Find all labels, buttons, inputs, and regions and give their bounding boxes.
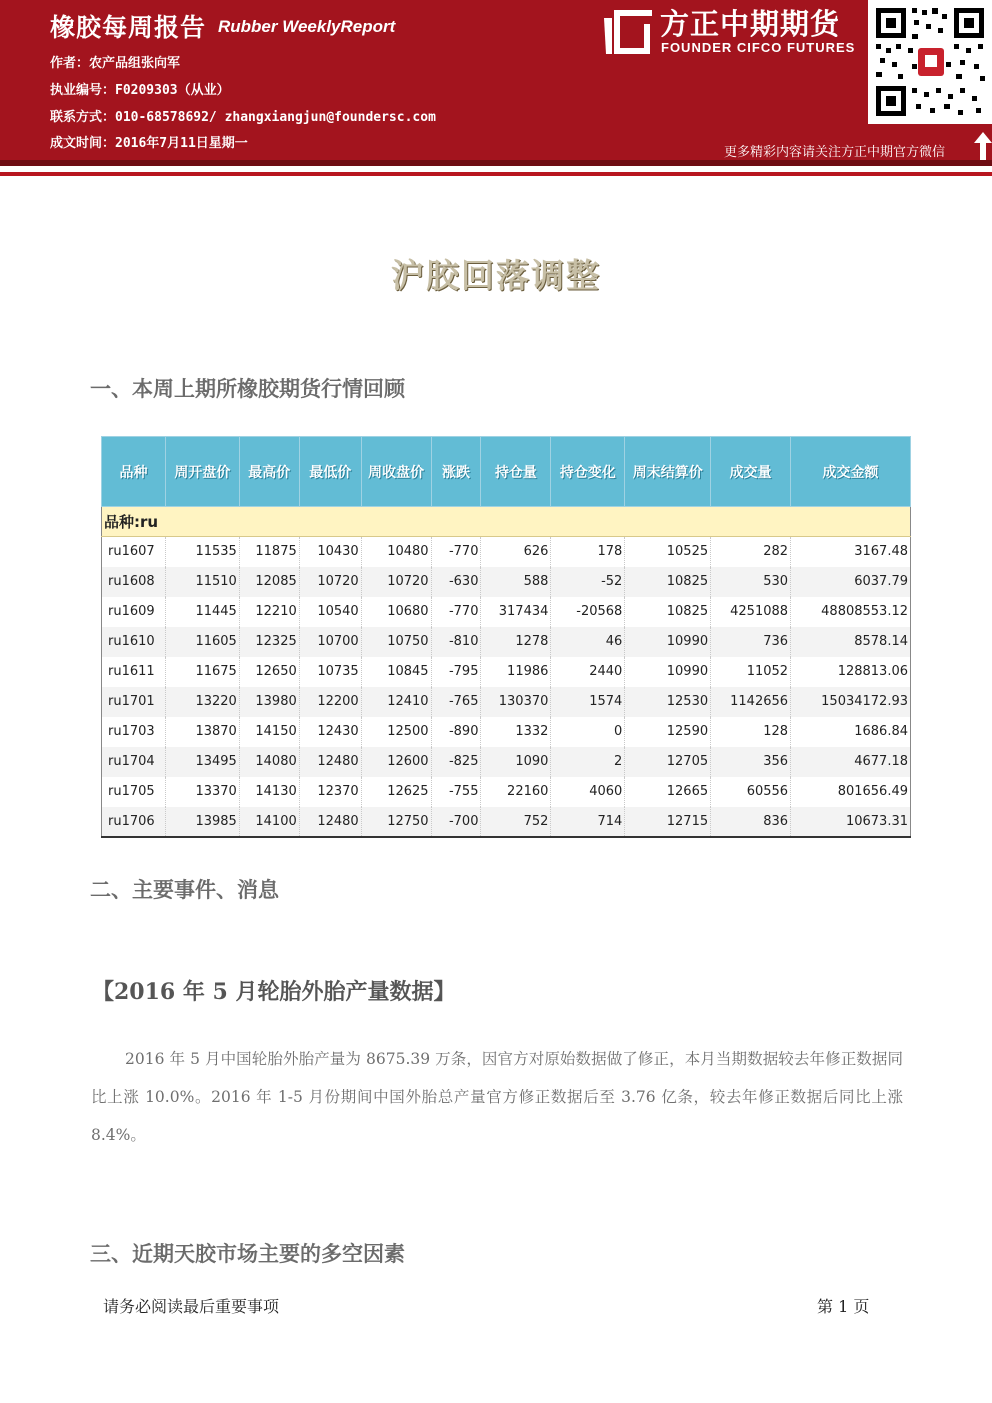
column-header: 周收盘价 xyxy=(361,437,431,507)
table-cell: 282 xyxy=(711,537,791,567)
table-cell: 714 xyxy=(551,807,625,837)
table-cell: 10525 xyxy=(625,537,711,567)
column-header: 周开盘价 xyxy=(165,437,239,507)
table-cell: 10480 xyxy=(361,537,431,567)
table-cell: 12665 xyxy=(625,777,711,807)
column-header: 持仓变化 xyxy=(551,437,625,507)
table-cell: -810 xyxy=(431,627,481,657)
table-cell: 11445 xyxy=(165,597,239,627)
table-cell: 12085 xyxy=(239,567,299,597)
report-title: 橡胶每周报告 xyxy=(50,13,207,42)
table-cell: 10680 xyxy=(361,597,431,627)
table-cell: 11052 xyxy=(711,657,791,687)
table-row xyxy=(102,567,911,597)
table-cell: 178 xyxy=(551,537,625,567)
table-cell: 128813.06 xyxy=(791,657,911,687)
table-cell: 13495 xyxy=(165,747,239,777)
table-cell: 12325 xyxy=(239,627,299,657)
table-cell: 12625 xyxy=(361,777,431,807)
table-row xyxy=(102,807,911,837)
table-cell: 12410 xyxy=(361,687,431,717)
column-header: 最低价 xyxy=(299,437,361,507)
table-cell: 22160 xyxy=(481,777,551,807)
table-cell: 11535 xyxy=(165,537,239,567)
table-cell: 836 xyxy=(711,807,791,837)
table-cell: 12650 xyxy=(239,657,299,687)
table-cell: 10720 xyxy=(299,567,361,597)
table-cell: ru1703 xyxy=(102,717,166,747)
table-cell: 1142656 xyxy=(711,687,791,717)
table-cell: 4251088 xyxy=(711,597,791,627)
table-cell: 12715 xyxy=(625,807,711,837)
table-cell: ru1610 xyxy=(102,627,166,657)
table-cell: 10825 xyxy=(625,597,711,627)
table-cell: 11875 xyxy=(239,537,299,567)
table-cell: 1686.84 xyxy=(791,717,911,747)
table-cell: 801656.49 xyxy=(791,777,911,807)
report-header xyxy=(0,0,992,160)
table-cell: ru1704 xyxy=(102,747,166,777)
table-cell: 11510 xyxy=(165,567,239,597)
table-row xyxy=(102,717,911,747)
page-number: 第 1 页 xyxy=(817,1297,870,1316)
table-cell: 1574 xyxy=(551,687,625,717)
table-cell: 10673.31 xyxy=(791,807,911,837)
qr-code-icon xyxy=(868,0,992,124)
header-divider xyxy=(0,172,992,176)
table-cell: -700 xyxy=(431,807,481,837)
table-cell: 6037.79 xyxy=(791,567,911,597)
section-heading-market-review: 一、本周上期所橡胶期货行情回顾 xyxy=(90,377,405,401)
table-cell: -770 xyxy=(431,537,481,567)
table-cell: 13870 xyxy=(165,717,239,747)
contact-line: 联系方式：010-68578692/ zhangxiangjun@foundersc.com xyxy=(50,110,436,125)
table-cell: ru1608 xyxy=(102,567,166,597)
section-heading-events: 二、主要事件、消息 xyxy=(90,878,279,902)
table-cell: 46 xyxy=(551,627,625,657)
up-arrow-icon xyxy=(974,132,992,160)
table-cell: 12530 xyxy=(625,687,711,717)
license-line: 执业编号：F0209303（从业） xyxy=(50,83,230,98)
table-cell: 1090 xyxy=(481,747,551,777)
table-cell: ru1705 xyxy=(102,777,166,807)
table-cell: 48808553.12 xyxy=(791,597,911,627)
table-cell: -795 xyxy=(431,657,481,687)
table-cell: -770 xyxy=(431,597,481,627)
table-cell: 10735 xyxy=(299,657,361,687)
table-cell: 317434 xyxy=(481,597,551,627)
table-cell: 128 xyxy=(711,717,791,747)
table-cell: 60556 xyxy=(711,777,791,807)
table-cell: 752 xyxy=(481,807,551,837)
table-header-row xyxy=(102,437,911,507)
table-cell: 10720 xyxy=(361,567,431,597)
section-heading-factors: 三、近期天胶市场主要的多空因素 xyxy=(90,1242,405,1266)
table-cell: ru1607 xyxy=(102,537,166,567)
column-header: 涨跌 xyxy=(431,437,481,507)
table-cell: 10825 xyxy=(625,567,711,597)
company-logo-icon xyxy=(604,10,652,54)
table-cell: ru1609 xyxy=(102,597,166,627)
table-cell: 1278 xyxy=(481,627,551,657)
table-cell: -52 xyxy=(551,567,625,597)
table-row xyxy=(102,687,911,717)
table-cell: 14080 xyxy=(239,747,299,777)
footer-notice: 请务必阅读最后重要事项 xyxy=(103,1297,280,1316)
table-cell: 12590 xyxy=(625,717,711,747)
table-cell: 130370 xyxy=(481,687,551,717)
table-cell: 2 xyxy=(551,747,625,777)
table-cell: 530 xyxy=(711,567,791,597)
table-cell: 12480 xyxy=(299,747,361,777)
table-cell: 10845 xyxy=(361,657,431,687)
company-name-en: FOUNDER CIFCO FUTURES xyxy=(661,40,856,55)
table-row xyxy=(102,627,911,657)
table-cell: 12750 xyxy=(361,807,431,837)
group-row xyxy=(102,507,911,537)
table-cell: 10700 xyxy=(299,627,361,657)
table-row xyxy=(102,657,911,687)
column-header: 成交金额 xyxy=(791,437,911,507)
table-cell: -755 xyxy=(431,777,481,807)
table-cell: 15034172.93 xyxy=(791,687,911,717)
header-shadow-band xyxy=(0,160,992,166)
table-cell: -765 xyxy=(431,687,481,717)
table-cell: 10540 xyxy=(299,597,361,627)
table-cell: 12430 xyxy=(299,717,361,747)
column-header: 品种 xyxy=(102,437,166,507)
table-cell: -890 xyxy=(431,717,481,747)
company-name-cn: 方正中期期货 xyxy=(660,7,841,41)
table-cell: 1332 xyxy=(481,717,551,747)
group-label: 品种:ru xyxy=(102,507,911,537)
table-cell: 12705 xyxy=(625,747,711,777)
table-cell: -20568 xyxy=(551,597,625,627)
table-cell: -630 xyxy=(431,567,481,597)
column-header: 周末结算价 xyxy=(625,437,711,507)
column-header: 成交量 xyxy=(711,437,791,507)
document-title: 沪胶回落调整 xyxy=(391,256,601,295)
column-header: 持仓量 xyxy=(481,437,551,507)
table-cell: 626 xyxy=(481,537,551,567)
futures-quote-table xyxy=(101,436,911,838)
table-cell: ru1701 xyxy=(102,687,166,717)
table-cell: 13985 xyxy=(165,807,239,837)
table-cell: 4677.18 xyxy=(791,747,911,777)
table-cell: 12200 xyxy=(299,687,361,717)
table-cell: 13370 xyxy=(165,777,239,807)
table-cell: 12500 xyxy=(361,717,431,747)
table-cell: 14130 xyxy=(239,777,299,807)
table-cell: 10990 xyxy=(625,657,711,687)
table-cell: 588 xyxy=(481,567,551,597)
date-line: 成文时间：2016年7月11日星期一 xyxy=(50,136,248,151)
table-cell: 12370 xyxy=(299,777,361,807)
table-row xyxy=(102,537,911,567)
table-cell: ru1611 xyxy=(102,657,166,687)
table-cell: 14150 xyxy=(239,717,299,747)
table-row xyxy=(102,597,911,627)
news-heading: 【2016 年 5 月轮胎外胎产量数据】 xyxy=(92,979,456,1005)
table-cell: 10990 xyxy=(625,627,711,657)
table-cell: 736 xyxy=(711,627,791,657)
table-cell: 12480 xyxy=(299,807,361,837)
table-cell: 10430 xyxy=(299,537,361,567)
table-cell: -825 xyxy=(431,747,481,777)
table-cell: 13980 xyxy=(239,687,299,717)
table-cell: 11675 xyxy=(165,657,239,687)
table-cell: 12210 xyxy=(239,597,299,627)
wechat-follow-note: 更多精彩内容请关注方正中期官方微信 xyxy=(724,145,946,160)
table-cell: 13220 xyxy=(165,687,239,717)
table-row xyxy=(102,777,911,807)
column-header: 最高价 xyxy=(239,437,299,507)
table-cell: 2440 xyxy=(551,657,625,687)
news-body: 2016 年 5 月中国轮胎外胎产量为 8675.39 万条，因官方对原始数据做了修正，本月当期数据较去年修正数据同比上涨 10.0%。2016 年 1-5 月份期间中国外胎总产量官方修正数据后至 3.76 亿条，较去年修正数据后同比上涨 8.4%。 xyxy=(91,1050,903,1144)
table-cell: 0 xyxy=(551,717,625,747)
table-cell: 4060 xyxy=(551,777,625,807)
table-cell: ru1706 xyxy=(102,807,166,837)
author-line: 作者：农产品组张向军 xyxy=(50,56,181,71)
table-cell: 356 xyxy=(711,747,791,777)
table-row xyxy=(102,747,911,777)
table-cell: 11986 xyxy=(481,657,551,687)
table-cell: 3167.48 xyxy=(791,537,911,567)
table-cell: 10750 xyxy=(361,627,431,657)
table-cell: 14100 xyxy=(239,807,299,837)
table-cell: 8578.14 xyxy=(791,627,911,657)
report-subtitle: Rubber WeeklyReport xyxy=(218,17,396,36)
table-cell: 11605 xyxy=(165,627,239,657)
table-cell: 12600 xyxy=(361,747,431,777)
